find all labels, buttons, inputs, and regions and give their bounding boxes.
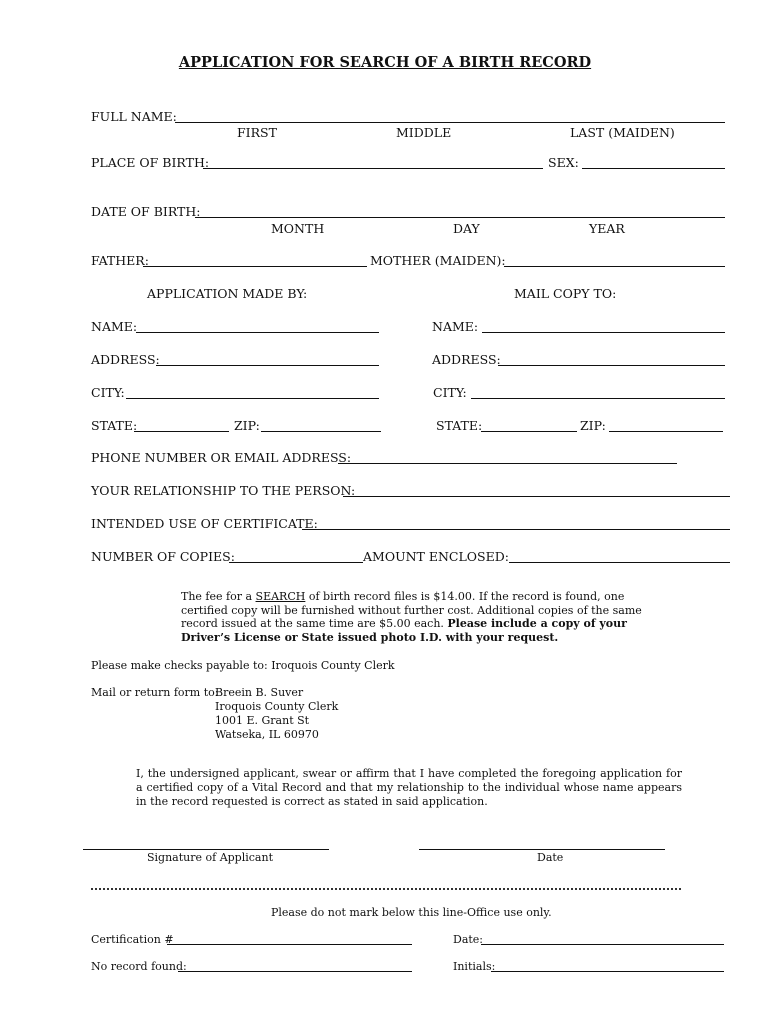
checks-payable: Please make checks payable to: Iroquois County Clerk xyxy=(91,659,395,672)
applicant-state-field[interactable] xyxy=(134,431,229,432)
sex-label: SEX: xyxy=(548,155,579,170)
intended-use-field[interactable] xyxy=(302,529,730,530)
office-use-note: Please do not mark below this line-Office use only. xyxy=(271,906,552,919)
mail-to-label: Mail or return form to: xyxy=(91,686,219,699)
dob-day-caption: DAY xyxy=(453,221,480,236)
mail-address-field[interactable] xyxy=(498,365,725,366)
phone-email-field[interactable] xyxy=(338,463,677,464)
no-record-label: No record found: xyxy=(91,960,187,973)
father-field[interactable] xyxy=(143,266,367,267)
office-date-field[interactable] xyxy=(481,944,724,945)
applicant-city-label: CITY: xyxy=(91,385,125,400)
certification-label: Certification # xyxy=(91,933,174,946)
date-of-birth-label: DATE OF BIRTH: xyxy=(91,204,201,219)
mail-copy-heading: MAIL COPY TO: xyxy=(514,286,617,301)
applicant-zip-label: ZIP: xyxy=(234,418,260,433)
date-of-birth-field[interactable] xyxy=(195,217,725,218)
fee-search-word: SEARCH xyxy=(255,590,306,603)
page-title: APPLICATION FOR SEARCH OF A BIRTH RECORD xyxy=(178,54,592,71)
no-record-field[interactable] xyxy=(178,971,412,972)
full-name-label: FULL NAME: xyxy=(91,109,177,124)
place-of-birth-field[interactable] xyxy=(203,168,543,169)
initials-field[interactable] xyxy=(491,971,724,972)
relationship-label: YOUR RELATIONSHIP TO THE PERSON: xyxy=(91,483,356,498)
full-name-first-caption: FIRST xyxy=(237,125,277,140)
signature-date-label: Date xyxy=(537,851,564,864)
fee-text-1: The fee for a xyxy=(181,590,256,603)
amount-field[interactable] xyxy=(509,562,730,563)
applicant-city-field[interactable] xyxy=(126,398,379,399)
applicant-heading: APPLICATION MADE BY: xyxy=(147,286,308,301)
dob-month-caption: MONTH xyxy=(271,221,325,236)
full-name-last-caption: LAST (MAIDEN) xyxy=(570,125,675,140)
place-of-birth-label: PLACE OF BIRTH: xyxy=(91,155,210,170)
dob-year-caption: YEAR xyxy=(589,221,625,236)
fee-id-requirement: Please include a copy of your Driver’s License or State issued photo I.D. with your request. xyxy=(181,617,627,645)
signature-date-field[interactable] xyxy=(419,849,665,850)
copies-field[interactable] xyxy=(229,562,363,563)
father-label: FATHER: xyxy=(91,253,149,268)
mail-address-label: ADDRESS: xyxy=(432,352,501,367)
applicant-name-field[interactable] xyxy=(136,332,379,333)
signature-label: Signature of Applicant xyxy=(147,851,273,864)
mail-zip-field[interactable] xyxy=(609,431,723,432)
office-divider xyxy=(91,888,681,894)
fee-text-2: of birth record files is $14.00. If the record is found, one certified copy will be furnished without further cost. Additional copies of the same record issued at the same time are $5.00 each. xyxy=(181,590,642,631)
full-name-middle-caption: MIDDLE xyxy=(396,125,452,140)
relationship-field[interactable] xyxy=(343,496,730,497)
mail-zip-label: ZIP: xyxy=(580,418,606,433)
mail-to-line3: 1001 E. Grant St xyxy=(215,714,310,727)
oath-statement: I, the undersigned applicant, swear or affirm that I have completed the foregoing application for a certified copy of a Vital Record and that my relationship to the individual whose name appears in the record requested is correct as stated in said application. xyxy=(136,767,682,808)
mother-label: MOTHER (MAIDEN): xyxy=(370,253,506,268)
amount-label: AMOUNT ENCLOSED: xyxy=(363,549,509,564)
applicant-state-label: STATE: xyxy=(91,418,138,433)
mail-state-field[interactable] xyxy=(481,431,577,432)
certification-field[interactable] xyxy=(167,944,412,945)
mother-field[interactable] xyxy=(504,266,725,267)
intended-use-label: INTENDED USE OF CERTIFICATE: xyxy=(91,516,318,531)
applicant-address-field[interactable] xyxy=(156,365,379,366)
office-date-label: Date: xyxy=(453,933,484,946)
applicant-address-label: ADDRESS: xyxy=(91,352,160,367)
mail-name-label: NAME: xyxy=(432,319,479,334)
phone-email-label: PHONE NUMBER OR EMAIL ADDRESS: xyxy=(91,450,352,465)
applicant-name-label: NAME: xyxy=(91,319,138,334)
mail-name-field[interactable] xyxy=(482,332,725,333)
initials-label: Initials: xyxy=(453,960,496,973)
applicant-zip-field[interactable] xyxy=(261,431,381,432)
sex-field[interactable] xyxy=(582,168,725,169)
mail-to-line1: Breein B. Suver xyxy=(215,686,304,699)
full-name-field[interactable] xyxy=(175,122,725,123)
mail-to-line2: Iroquois County Clerk xyxy=(215,700,339,713)
signature-field[interactable] xyxy=(83,849,329,850)
mail-city-label: CITY: xyxy=(433,385,467,400)
mail-to-line4: Watseka, IL 60970 xyxy=(215,728,319,741)
mail-city-field[interactable] xyxy=(471,398,725,399)
copies-label: NUMBER OF COPIES: xyxy=(91,549,235,564)
fee-paragraph xyxy=(181,590,646,645)
mail-state-label: STATE: xyxy=(436,418,483,433)
